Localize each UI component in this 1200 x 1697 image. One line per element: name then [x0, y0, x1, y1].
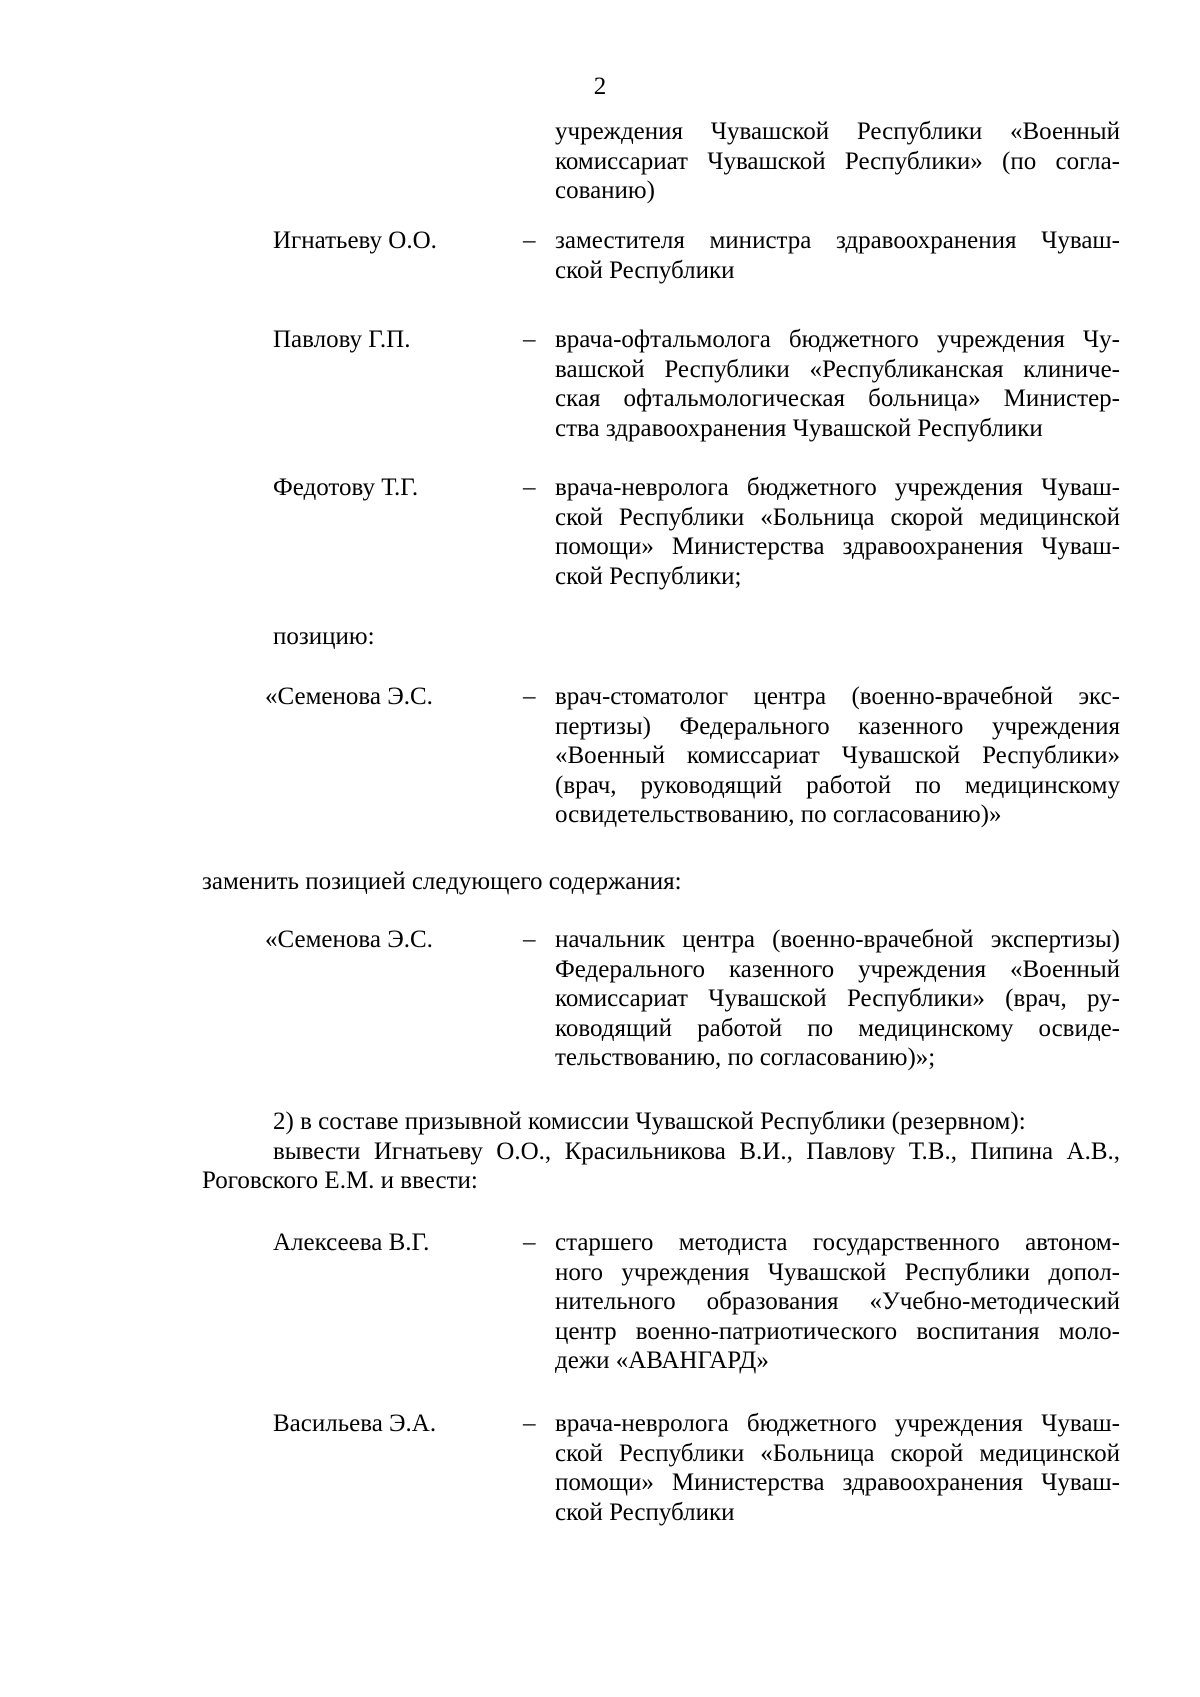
member-description [555, 682, 1120, 830]
text-line: учреждения Чувашской Республики «Военный [555, 118, 1120, 145]
text-line: начальник центра (военно-врачебной экспертизы) [555, 926, 1120, 953]
dash: – [523, 326, 536, 353]
text-line: Федерального казенного учреждения «Военный [555, 955, 1120, 983]
member-name: Павлову Г.П. [273, 326, 411, 353]
text-line: врача-невролога бюджетного учреждения Чуваш- [555, 1410, 1120, 1437]
item2-remove-list: вывести Игнатьеву О.О., Красильникова В.И., Павлову Т.В., Пипина А.В., [273, 1138, 1120, 1165]
text-line: тельствованию, по согласованию)»; [555, 1044, 936, 1071]
dash: – [523, 227, 536, 254]
dash: – [523, 683, 536, 710]
dash: – [523, 1229, 536, 1256]
item2-remove-list-end: Роговского Е.М. и ввести: [202, 1167, 478, 1194]
member-description [555, 1409, 1120, 1527]
member-description [555, 1228, 1120, 1376]
dash: – [523, 1410, 536, 1437]
text-line: ководящий работой по медицинскому освиде- [555, 1014, 1120, 1042]
text-line: дежи «АВАНГАРД» [555, 1347, 769, 1374]
member-name: «Семенова Э.С. [265, 926, 433, 953]
text-line: врач-стоматолог центра (военно-врачебной экс- [555, 683, 1120, 710]
text-line: освидетельствованию, по согласованию)» [555, 801, 1002, 828]
member-name: Федотову Т.Г. [273, 474, 419, 501]
member-description [555, 473, 1120, 591]
text-line: «Военный комиссариат Чувашской Республики» [555, 742, 1120, 769]
text-line: ного учреждения Чувашской Республики допол- [555, 1258, 1120, 1286]
text-line: ской Республики [555, 1498, 735, 1526]
text-line: врача-невролога бюджетного учреждения Чуваш- [555, 474, 1120, 501]
position-label: позицию: [273, 623, 375, 650]
item2-heading: 2) в составе призывной комиссии Чувашской Республики (резервном): [273, 1108, 1026, 1135]
text-line: ской Республики [555, 256, 735, 284]
member-name: Алексеева В.Г. [273, 1229, 430, 1256]
text-line: центр военно-патриотического воспитания моло- [555, 1317, 1120, 1345]
text-line: ства здравоохранения Чувашской Республики [555, 414, 1043, 442]
text-line: вашской Республики «Республиканская клиниче- [555, 355, 1120, 383]
dash: – [523, 474, 536, 501]
member-name: Игнатьеву О.О. [273, 227, 437, 254]
text-line: комиссариат Чувашской Республики» (врач, ру- [555, 985, 1120, 1012]
text-line: старшего методиста государственного автоном- [555, 1229, 1120, 1256]
text-line: помощи» Министерства здравоохранения Чуваш- [555, 1469, 1120, 1496]
text-line: пертизы) Федерального казенного учреждения [555, 712, 1120, 740]
text-line: комиссариат Чувашской Республики» (по согла- [555, 147, 1120, 175]
text-line: помощи» Министерства здравоохранения Чуваш- [555, 533, 1120, 560]
member-name: «Семенова Э.С. [265, 683, 433, 710]
dash: – [523, 926, 536, 953]
text-line: (врач, руководящий работой по медицинскому [555, 771, 1120, 799]
text-line: нительного образования «Учебно-методический [555, 1288, 1120, 1315]
page-number: 2 [593, 73, 607, 100]
replace-label: заменить позицией следующего содержания: [202, 868, 682, 895]
text-line: заместителя министра здравоохранения Чуваш- [555, 227, 1120, 254]
text-line: сованию) [555, 177, 655, 204]
member-description [555, 325, 1120, 443]
continuation-text [555, 117, 1120, 206]
text-line: ской Республики «Больница скорой медицинской [555, 503, 1120, 531]
text-line: врача-офтальмолога бюджетного учреждения Чу- [555, 326, 1120, 353]
member-description [555, 925, 1120, 1073]
member-name: Васильева Э.А. [273, 1410, 437, 1437]
member-description [555, 226, 1120, 285]
text-line: ской Республики; [555, 562, 742, 590]
text-line: ская офтальмологическая больница» Министер- [555, 385, 1120, 412]
text-line: ской Республики «Больница скорой медицинской [555, 1439, 1120, 1467]
